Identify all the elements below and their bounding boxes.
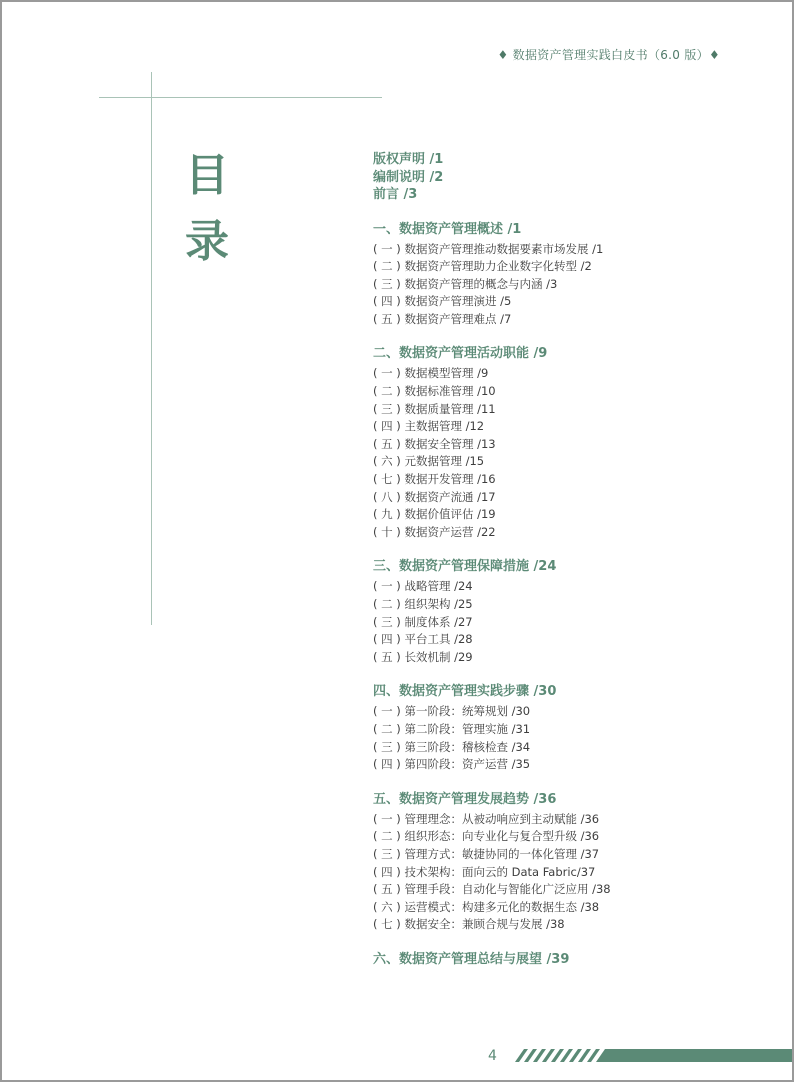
toc-sub-entry[interactable]: ( 三 ) 第三阶段：稽核检查 /34: [373, 739, 531, 754]
page-number: 4: [488, 1048, 497, 1064]
table-of-contents: [373, 151, 773, 971]
toc-section-title[interactable]: 一、数据资产管理概述 /1: [373, 221, 522, 237]
toc-section-title[interactable]: 六、数据资产管理总结与展望 /39: [373, 951, 570, 967]
toc-section-1: [373, 221, 773, 329]
toc-sub-entry[interactable]: ( 一 ) 数据资产管理推动数据要素市场发展 /1: [373, 241, 604, 256]
toc-sub-entry[interactable]: ( 六 ) 元数据管理 /15: [373, 454, 485, 469]
toc-section-6: [373, 951, 773, 969]
toc-sub-entry[interactable]: ( 三 ) 数据资产管理的概念与内涵 /3: [373, 276, 558, 291]
toc-sub-entry[interactable]: ( 一 ) 第一阶段：统筹规划 /30: [373, 704, 531, 719]
toc-section-title[interactable]: 四、数据资产管理实践步骤 /30: [373, 684, 557, 700]
toc-entry-preface[interactable]: 前言 /3: [373, 187, 418, 202]
toc-sub-entry[interactable]: ( 六 ) 运营模式：构建多元化的数据生态 /38: [373, 899, 600, 914]
toc-section-3: [373, 558, 773, 666]
title-char-2: 录: [185, 216, 229, 267]
toc-sub-entry[interactable]: ( 七 ) 数据安全：兼顾合规与发展 /38: [373, 917, 565, 932]
toc-sub-entry[interactable]: ( 二 ) 第二阶段：管理实施 /31: [373, 721, 531, 736]
toc-section-title[interactable]: 二、数据资产管理活动职能 /9: [373, 346, 548, 362]
toc-sub-entry[interactable]: ( 二 ) 数据标准管理 /10: [373, 384, 496, 399]
toc-sub-entry[interactable]: ( 二 ) 组织形态：向专业化与复合型升级 /36: [373, 829, 600, 844]
toc-section-2: [373, 345, 773, 541]
horizontal-rule: [99, 97, 382, 98]
toc-sub-entry[interactable]: ( 三 ) 制度体系 /27: [373, 614, 473, 629]
toc-sub-entry[interactable]: ( 九 ) 数据价值评估 /19: [373, 507, 496, 522]
toc-sub-entry[interactable]: ( 四 ) 第四阶段：资产运营 /35: [373, 757, 531, 772]
toc-section-4: [373, 683, 773, 773]
toc-front-matter: [373, 151, 773, 204]
toc-sub-entry[interactable]: ( 八 ) 数据资产流通 /17: [373, 489, 496, 504]
toc-sub-entry[interactable]: ( 二 ) 数据资产管理助力企业数字化转型 /2: [373, 259, 592, 274]
toc-section-title[interactable]: 五、数据资产管理发展趋势 /36: [373, 791, 557, 807]
toc-sub-entry[interactable]: ( 四 ) 技术架构：面向云的 Data Fabric/37: [373, 864, 596, 879]
toc-sub-entry[interactable]: ( 五 ) 数据安全管理 /13: [373, 436, 496, 451]
toc-sub-entry[interactable]: ( 三 ) 管理方式：敏捷协同的一体化管理 /37: [373, 846, 600, 861]
toc-sub-entry[interactable]: ( 七 ) 数据开发管理 /16: [373, 472, 496, 487]
document-page: [2, 2, 792, 1080]
toc-sub-entry[interactable]: ( 五 ) 管理手段：自动化与智能化广泛应用 /38: [373, 882, 611, 897]
title-char-1: 目: [185, 150, 229, 201]
toc-entry-editorial-notes[interactable]: 编制说明 /2: [373, 169, 444, 185]
toc-sub-entry[interactable]: ( 五 ) 长效机制 /29: [373, 649, 473, 664]
toc-entry-copyright[interactable]: 版权声明 /1: [373, 152, 444, 167]
toc-sub-entry[interactable]: ( 一 ) 管理理念：从被动响应到主动赋能 /36: [373, 811, 600, 826]
vertical-rule: [151, 72, 152, 625]
toc-section-title[interactable]: 三、数据资产管理保障措施 /24: [373, 559, 557, 575]
toc-sub-entry[interactable]: ( 十 ) 数据资产运营 /22: [373, 524, 496, 539]
toc-sub-entry[interactable]: ( 四 ) 主数据管理 /12: [373, 419, 485, 434]
toc-sub-entry[interactable]: ( 一 ) 战略管理 /24: [373, 579, 473, 594]
running-header: ♦ 数据资产管理实践白皮书（6.0 版）♦: [497, 48, 720, 62]
footer-stripe-decoration: [515, 1049, 792, 1062]
toc-sub-entry[interactable]: ( 二 ) 组织架构 /25: [373, 597, 473, 611]
toc-sub-entry[interactable]: ( 一 ) 数据模型管理 /9: [373, 366, 489, 381]
toc-sub-entry[interactable]: ( 四 ) 数据资产管理演进 /5: [373, 294, 512, 309]
toc-sub-entry[interactable]: ( 五 ) 数据资产管理难点 /7: [373, 311, 512, 326]
toc-section-5: [373, 791, 773, 934]
toc-sub-entry[interactable]: ( 三 ) 数据质量管理 /11: [373, 401, 496, 416]
toc-sub-entry[interactable]: ( 四 ) 平台工具 /28: [373, 632, 473, 647]
